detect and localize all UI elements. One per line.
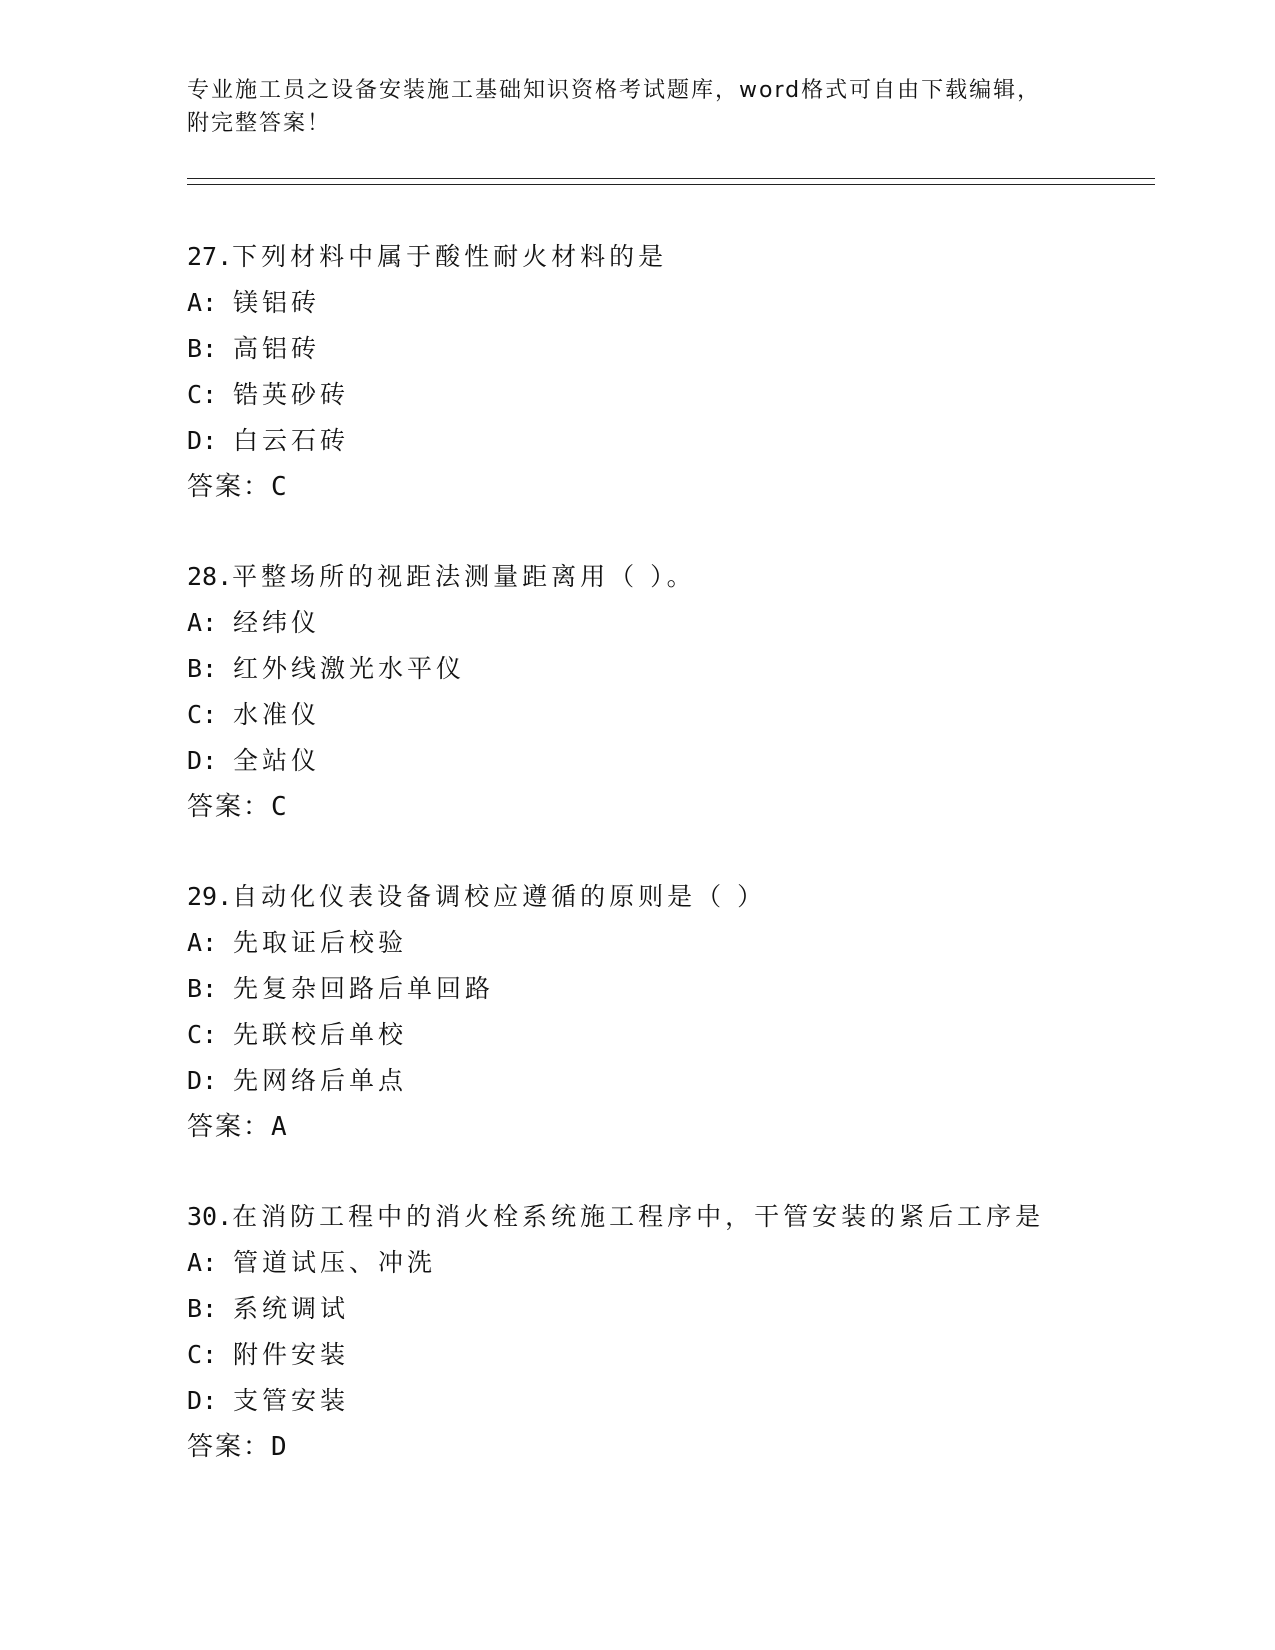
option-a [187, 600, 1155, 646]
option-key: A: [187, 928, 218, 957]
option-text: 镁铝砖 [233, 288, 321, 317]
option-key: C: [187, 1020, 218, 1049]
answer-label: 答案： [187, 472, 272, 502]
option-text: 高铝砖 [233, 334, 321, 363]
question-text: 下列材料中属于酸性耐火材料的是 [232, 242, 668, 271]
answer-value: D [271, 1432, 289, 1462]
option-key: D: [187, 746, 218, 775]
option-text: 锆英砂砖 [233, 380, 350, 409]
option-key: C: [187, 700, 218, 729]
option-a [187, 280, 1155, 326]
answer-line [187, 1104, 1155, 1150]
question-title [187, 234, 1155, 280]
header-line-1: 专业施工员之设备安装施工基础知识资格考试题库，word格式可自由下载编辑， [187, 78, 1042, 103]
question-title [187, 554, 1155, 600]
answer-label: 答案： [187, 792, 272, 822]
question-30 [187, 1194, 1155, 1470]
answer-value: A [271, 1112, 289, 1142]
option-text: 系统调试 [233, 1294, 350, 1323]
option-text: 先联校后单校 [233, 1020, 408, 1049]
header-divider-bottom [187, 184, 1155, 185]
option-key: B: [187, 1294, 218, 1323]
option-text: 管道试压、冲洗 [233, 1248, 437, 1277]
option-text: 支管安装 [233, 1386, 350, 1415]
question-title [187, 1194, 1155, 1240]
answer-label: 答案： [187, 1112, 272, 1142]
option-key: C: [187, 380, 218, 409]
option-b [187, 646, 1155, 692]
option-c [187, 692, 1155, 738]
question-text: 平整场所的视距法测量距离用（ ）。 [232, 562, 696, 591]
header-divider-top [187, 178, 1155, 179]
question-29 [187, 874, 1155, 1150]
option-d [187, 1058, 1155, 1104]
question-number: 30. [187, 1202, 233, 1231]
option-a [187, 1240, 1155, 1286]
question-text: 自动化仪表设备调校应遵循的原则是（ ） [232, 882, 767, 911]
question-title [187, 874, 1155, 920]
option-b [187, 1286, 1155, 1332]
question-number: 28. [187, 562, 233, 591]
option-text: 红外线激光水平仪 [233, 654, 466, 683]
option-c [187, 1012, 1155, 1058]
option-key: D: [187, 426, 218, 455]
question-number: 27. [187, 242, 233, 271]
option-text: 附件安装 [233, 1340, 350, 1369]
option-key: C: [187, 1340, 218, 1369]
question-text: 在消防工程中的消火栓系统施工程序中，干管安装的紧后工序是 [232, 1202, 1045, 1231]
option-key: B: [187, 974, 218, 1003]
header-line-2: 附完整答案！ [187, 111, 332, 136]
option-key: D: [187, 1066, 218, 1095]
option-text: 白云石砖 [233, 426, 350, 455]
question-number: 29. [187, 882, 233, 911]
option-key: D: [187, 1386, 218, 1415]
option-key: A: [187, 288, 218, 317]
option-c [187, 1332, 1155, 1378]
answer-value: C [271, 472, 289, 502]
answer-value: C [271, 792, 289, 822]
answer-label: 答案： [187, 1432, 272, 1462]
option-key: B: [187, 334, 218, 363]
question-27 [187, 234, 1155, 510]
option-d [187, 738, 1155, 784]
option-a [187, 920, 1155, 966]
option-text: 先取证后校验 [233, 928, 408, 957]
option-d [187, 1378, 1155, 1424]
option-key: A: [187, 1248, 218, 1277]
option-b [187, 326, 1155, 372]
question-28 [187, 554, 1155, 830]
option-key: B: [187, 654, 218, 683]
option-c [187, 372, 1155, 418]
option-key: A: [187, 608, 218, 637]
option-text: 经纬仪 [233, 608, 321, 637]
option-text: 水准仪 [233, 700, 321, 729]
option-text: 全站仪 [233, 746, 321, 775]
option-b [187, 966, 1155, 1012]
answer-line [187, 464, 1155, 510]
option-d [187, 418, 1155, 464]
document-header [187, 74, 1087, 140]
answer-line [187, 1424, 1155, 1470]
answer-line [187, 784, 1155, 830]
option-text: 先网络后单点 [233, 1066, 408, 1095]
option-text: 先复杂回路后单回路 [233, 974, 495, 1003]
